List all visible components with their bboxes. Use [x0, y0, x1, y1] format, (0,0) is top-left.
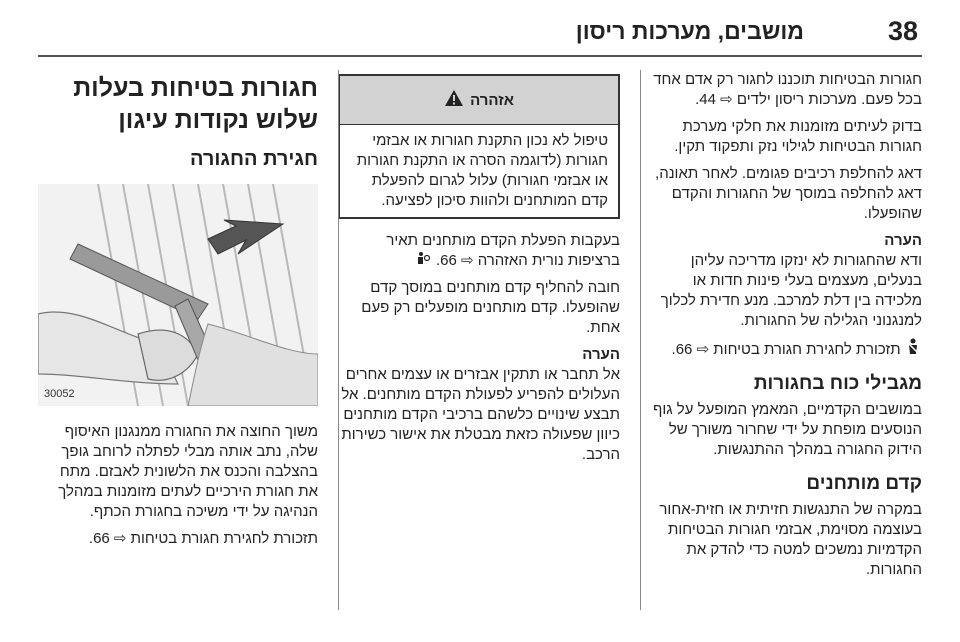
note-label: הערה [582, 346, 620, 363]
intro-text: חגורות הבטיחות תוכננו לחגור רק אדם אחד בכל פעם. מערכות ריסון ילדים ⇨ 44. [653, 71, 922, 108]
warning-text: טיפול לא נכון התקנת חגורות או אבזמי חגורות (לדוגמה הסרה או התקנת חגורות או אבזמי חגורות) עלול לגרום להפעלת קדם המותחנים ולהוות סיכון לפציעה. [356, 132, 608, 209]
left-column [36, 70, 318, 556]
reminder-text [642, 338, 922, 360]
page-number: 38 [887, 16, 918, 46]
section-subheading: חגירת החגורה [189, 148, 318, 170]
column-divider [640, 70, 641, 610]
right-column [642, 70, 922, 587]
note-label: הערה [884, 232, 922, 249]
figure-number: 30052 [44, 388, 75, 400]
page-title: מושבים, מערכות ריסון [575, 18, 804, 44]
seatbelt-illustration [38, 184, 318, 406]
warning-header [340, 76, 618, 125]
reminder-label: תזכורת לחגירת חגורת בטיחות ⇨ 66. [671, 341, 901, 358]
after-activation-label: בעקבות הפעלת הקדם מותחנים תאיר ברציפות נורית האזהרה ⇨ 66. [386, 232, 620, 269]
section-heading: חגורות בטיחות בעלות שלוש נקודות עיגון [73, 74, 318, 134]
reminder-text: תזכורת לחגירת חגורת בטיחות ⇨ 66. [88, 530, 318, 547]
airbag-warning-icon [416, 254, 430, 268]
column-divider [338, 70, 339, 610]
seatbelt-figure [38, 184, 318, 406]
warning-label: אזהרה [470, 91, 514, 109]
warning-box [338, 74, 620, 219]
note-text: ודא שהחגורות לא ינזקו מדריכה עליהן בנעלים, מעצמים בעלי פינות חדות או מלכידה בין דלת למרכב. מנע חדירת לכלוך למנגנוני הגלילה של החגורות. [660, 252, 922, 329]
note-text: אל תחבר או תתקין אבזרים או עצמים אחרים העלולים להפריע לפעולת הקדם מותחנים. אל תבצע שינויים כלשהם ברכיבי הקדם מותחנים כיוון שפעולה כזאת מבטלת את אישור כשירות הרכב. [341, 366, 620, 463]
pretension-text: במקרה של התנגשות חזיתית או חזית-אחור בעוצמה מסוימת, אבזמי חגורות הבטיחות הקדמיות נמשכים למטה כדי להדק את החגורות. [659, 501, 922, 578]
limiter-heading: מגבילי כוח בחגורות [753, 373, 922, 394]
replace-text: דאג להחלפת רכיבים פגומים. לאחר תאונה, דאג להחלפה במוסך של החגורות והקדם שהופעלו. [655, 165, 922, 222]
body-text: משוך החוצה את החגורה ממנגנון האיסוף שלה, נתב אותה מבלי לפתלה לרוחב גופך בהצלבה והכנס את הלשונית לאבזם. מתח את חגורת הירכיים לעתים מזומנות במהלך הנהיגה על ידי משיכה בחגורת הכתף. [58, 423, 318, 520]
pretension-replace-text: חובה להחליף קדם מותחנים במוסך קדם שהופעלו. קדם מותחנים מופעלים רק פעם אחת. [361, 279, 620, 336]
header-rule [38, 55, 922, 57]
warning-triangle-icon [444, 89, 464, 111]
seatbelt-reminder-icon [903, 343, 920, 357]
pretension-heading: קדם מותחנים [806, 473, 922, 494]
limiter-text: במושבים הקדמיים, המאמץ המופעל על גוף הנוסעים מופחת על ידי שחרור משורך של הידוק החגורה במהלך ההתנגשות. [653, 401, 922, 458]
page-header [38, 12, 922, 52]
after-activation-text [338, 231, 620, 271]
middle-column [338, 70, 620, 472]
check-text: בדוק לעיתים מזומנות את חלקי מערכת חגורות הבטיחות לגילוי נזק ותפקוד תקין. [674, 118, 922, 155]
